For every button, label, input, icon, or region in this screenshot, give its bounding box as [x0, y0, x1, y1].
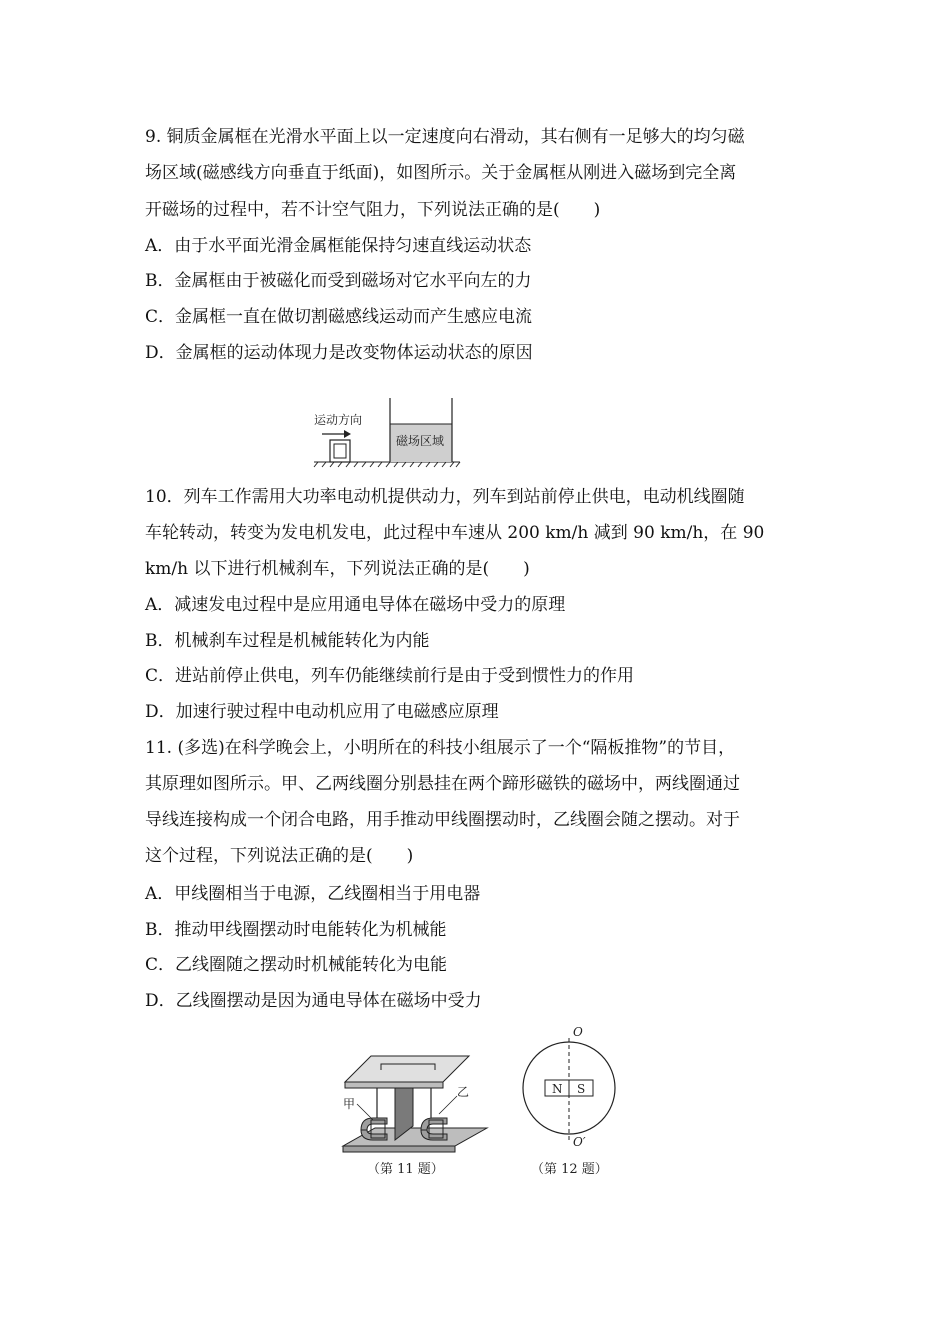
q10-stem-line-3: km/h 以下进行机械刹车，下列说法正确的是( ) [145, 559, 530, 579]
q11-stem-line-4: 这个过程，下列说法正确的是( ) [145, 846, 414, 866]
q10-option-b: B．机械刹车过程是机械能转化为内能 [145, 631, 430, 651]
ground-line [314, 462, 460, 467]
q11-option-c: C．乙线圈随之摆动时机械能转化为电能 [145, 955, 448, 975]
q9-stem-line-2: 场区域(磁感线方向垂直于纸面)，如图所示。关于金属框从刚进入磁场到完全离 [145, 163, 737, 183]
q11-stem-line-3: 导线连接构成一个闭合电路，用手推动甲线圈摆动时，乙线圈会随之摆动。对于 [145, 810, 740, 830]
field-label: 磁场区域 [396, 434, 445, 448]
direction-label: 运动方向 [314, 413, 363, 427]
q10-stem-line-2: 车轮转动，转变为发电机发电，此过程中车速从 200 km/h 减到 90 km/h，在 90 [145, 523, 765, 543]
metal-frame-inner [334, 444, 346, 458]
q11-option-a: A．甲线圈相当于电源，乙线圈相当于用电器 [145, 884, 481, 904]
q12-caption: （第 12 题） [531, 1162, 608, 1177]
direction-arrow-icon [322, 430, 351, 438]
q9-stem-line-1: 9. 铜质金属框在光滑水平面上以一定速度向右滑动，其右侧有一足够大的均匀磁 [145, 127, 745, 147]
q9-option-d: D．金属框的运动体现力是改变物体运动状态的原因 [145, 343, 533, 363]
label-jia: 甲 [343, 1097, 356, 1111]
label-yi: 乙 [457, 1085, 470, 1099]
q10-option-d: D．加速行驶过程中电动机应用了电磁感应原理 [145, 702, 499, 722]
top-frame [345, 1056, 469, 1082]
q12-figure [515, 1022, 625, 1180]
label-s: S [577, 1082, 586, 1096]
metal-frame [330, 440, 350, 462]
q9-stem-line-3: 开磁场的过程中，若不计空气阻力，下列说法正确的是( ) [145, 200, 601, 220]
q9-option-b: B．金属框由于被磁化而受到磁场对它水平向左的力 [145, 271, 532, 291]
q10-option-c: C．进站前停止供电，列车仍能继续前行是由于受到惯性力的作用 [145, 666, 635, 686]
q10-option-a: A．减速发电过程中是应用通电导体在磁场中受力的原理 [145, 595, 566, 615]
q11-option-d: D．乙线圈摆动是因为通电导体在磁场中受力 [145, 991, 482, 1011]
q11-stem-line-2: 其原理如图所示。甲、乙两线圈分别悬挂在两个蹄形磁铁的磁场中，两线圈通过 [145, 774, 740, 794]
q9-option-a: A．由于水平面光滑金属框能保持匀速直线运动状态 [145, 236, 532, 256]
q11-caption: （第 11 题） [367, 1162, 444, 1177]
label-o-top: O [573, 1025, 583, 1039]
q11-figure [335, 1048, 495, 1180]
q9-figure [300, 392, 470, 468]
label-o-bottom: O′ [573, 1135, 586, 1149]
q10-stem-line-1: 10．列车工作需用大功率电动机提供动力，列车到站前停止供电，电动机线圈随 [145, 487, 745, 507]
q11-stem-line-1: 11. (多选)在科学晚会上，小明所在的科技小组展示了一个“隔板推物”的节目， [145, 738, 736, 758]
q9-option-c: C．金属框一直在做切割磁感线运动而产生感应电流 [145, 307, 533, 327]
label-n: N [552, 1082, 563, 1096]
q11-option-b: B．推动甲线圈摆动时电能转化为机械能 [145, 920, 447, 940]
